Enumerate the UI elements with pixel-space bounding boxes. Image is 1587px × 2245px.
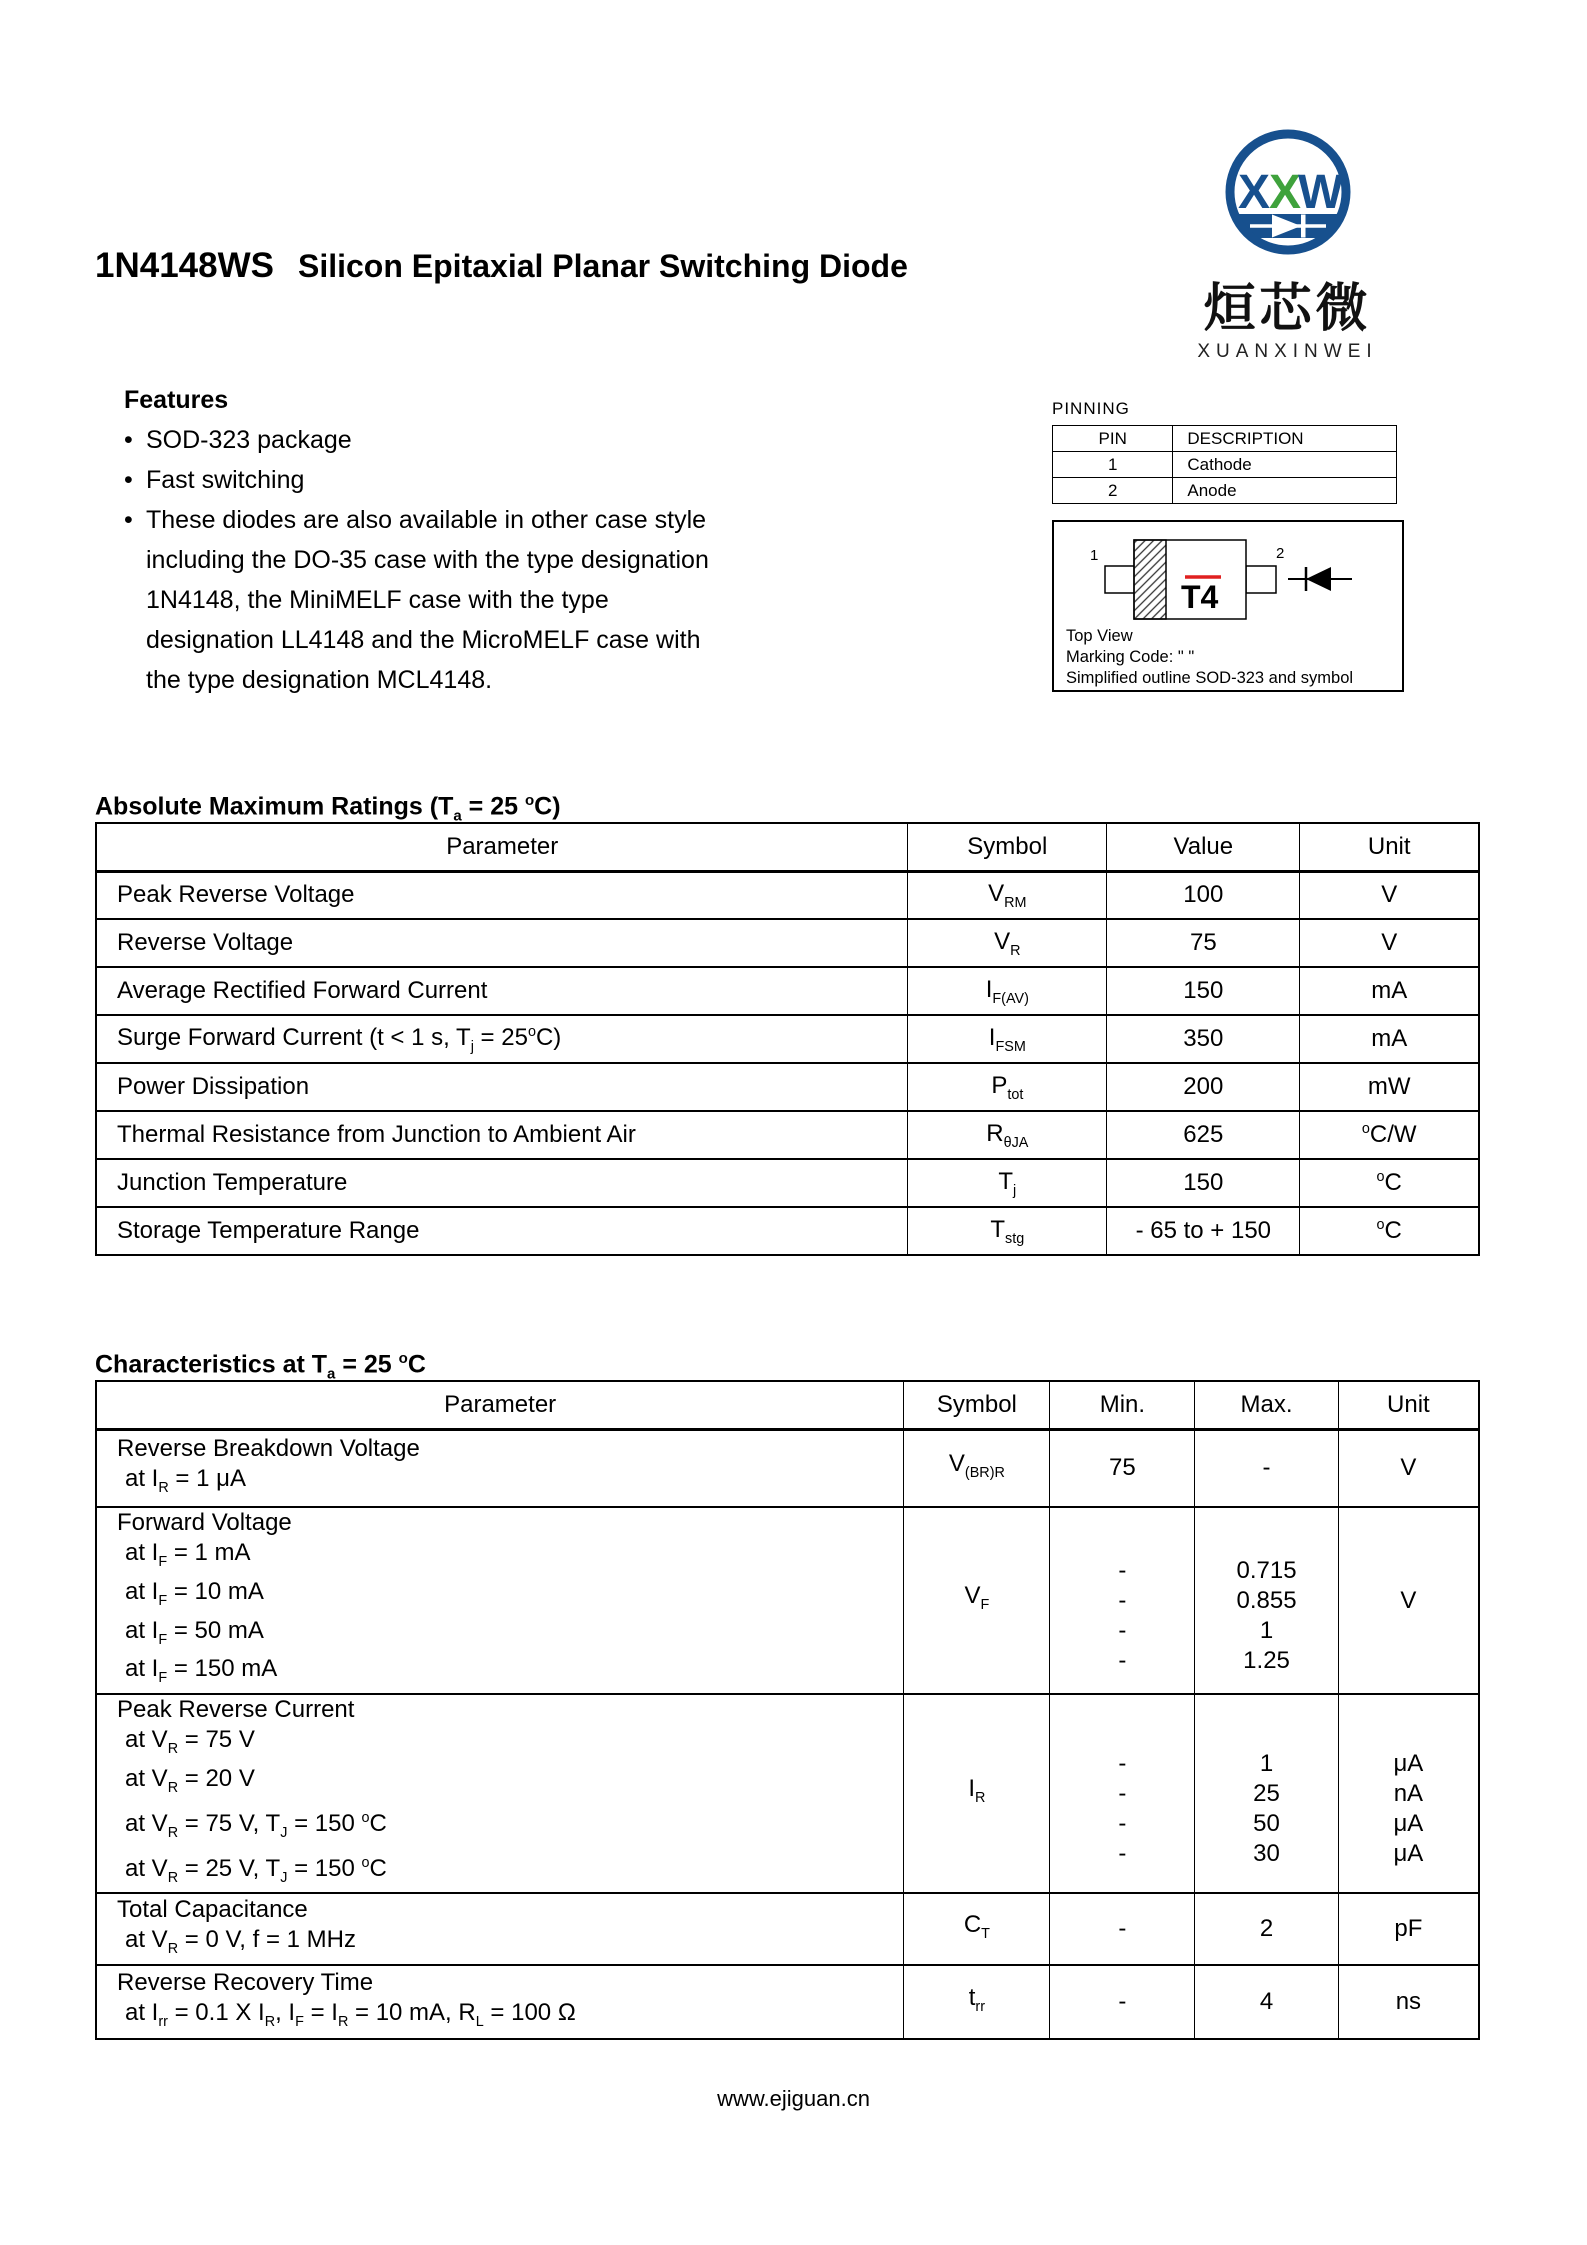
value-cell: 150 xyxy=(1107,1159,1300,1207)
value-cell: 75 xyxy=(1107,919,1300,967)
table-row xyxy=(96,871,1479,919)
pin-description: Anode xyxy=(1173,478,1397,504)
unit-cell: V xyxy=(1300,871,1479,919)
column-header: Unit xyxy=(1300,823,1479,871)
symbol-cell: $V_{(BR)R}$ xyxy=(904,1429,1050,1507)
parameter-cell: Junction Temperature xyxy=(96,1159,908,1207)
symbol-cell: $T_j$ xyxy=(908,1159,1107,1207)
feature-text: These diodes are also available in other case style including the DO-35 case with the type designation 1N4148, the MiniMELF case with the type designation LL4148 and the MicroMELF case with the type designation MCL4148. xyxy=(146,506,709,694)
parameter-cell: Storage Temperature Range xyxy=(96,1207,908,1255)
min-cell: - xyxy=(1050,1893,1195,1965)
unit-cell: mW xyxy=(1300,1063,1479,1111)
column-header: Min. xyxy=(1050,1381,1195,1429)
value-cell: 100 xyxy=(1107,871,1300,919)
symbol-cell: $t_{rr}$ xyxy=(904,1965,1050,2039)
package-outline-box xyxy=(1052,520,1404,692)
features-section xyxy=(124,380,744,700)
pin2-lead xyxy=(1246,566,1276,593)
parameter-cell: Thermal Resistance from Junction to Ambient Air xyxy=(96,1111,908,1159)
table-row xyxy=(96,919,1479,967)
parameter-cell: Power Dissipation xyxy=(96,1063,908,1111)
column-header: Parameter xyxy=(96,1381,904,1429)
package-outline-drawing xyxy=(1060,528,1370,628)
marking-code-text: T4 xyxy=(1181,579,1219,615)
symbol-cell: $V_R$ xyxy=(908,919,1107,967)
parameter-cell: Average Rectified Forward Current xyxy=(96,967,908,1015)
logo-latin-name: XUANXINWEI xyxy=(1197,341,1378,362)
pinning-table xyxy=(1052,425,1397,504)
column-header: Value xyxy=(1107,823,1300,871)
characteristics-heading: Characteristics at $T_a = 25$ $^o$C xyxy=(95,1350,426,1383)
symbol-cell: $R_{\theta JA}$ xyxy=(908,1111,1107,1159)
unit-cell: μA nA μA μA xyxy=(1338,1694,1479,1893)
part-number: 1N4148WS xyxy=(95,246,274,285)
parameter-cell: Total Capacitance at $V_R = 0$ V, f = 1 MHz xyxy=(96,1893,904,1965)
unit-cell: mA xyxy=(1300,1015,1479,1063)
max-cell: 0.715 0.855 1 1.25 xyxy=(1195,1507,1338,1694)
table-row xyxy=(1053,452,1397,478)
symbol-cell: $P_{tot}$ xyxy=(908,1063,1107,1111)
pin2-label: 2 xyxy=(1276,545,1285,562)
title-subtitle: Silicon Epitaxial Planar Switching Diode xyxy=(297,248,908,284)
unit-cell: V xyxy=(1338,1429,1479,1507)
pin1-lead xyxy=(1105,566,1135,593)
max-cell: 1 25 50 30 xyxy=(1195,1694,1338,1893)
unit-cell: V xyxy=(1300,919,1479,967)
table-row xyxy=(96,1015,1479,1063)
characteristics-table xyxy=(95,1380,1480,2040)
outline-caption: Top View Marking Code: " " Simplified outline SOD-323 and symbol xyxy=(1066,627,1354,687)
parameter-cell: Reverse Breakdown Voltage at $I_R = 1$ μA xyxy=(96,1429,904,1507)
parameter-cell: Reverse Voltage xyxy=(96,919,908,967)
unit-cell: pF xyxy=(1338,1893,1479,1965)
symbol-cell: $V_F$ xyxy=(904,1507,1050,1694)
max-cell: 2 xyxy=(1195,1893,1338,1965)
diode-symbol-icon xyxy=(1288,567,1352,591)
table-row xyxy=(96,1694,1479,1893)
parameter-cell: Peak Reverse Voltage xyxy=(96,871,908,919)
value-cell: 625 xyxy=(1107,1111,1300,1159)
column-header: Symbol xyxy=(904,1381,1050,1429)
table-row xyxy=(1053,478,1397,504)
pin-number: 1 xyxy=(1053,452,1173,478)
footer-url: www.ejiguan.cn xyxy=(717,2086,870,2111)
pin-description: Cathode xyxy=(1173,452,1397,478)
features-heading: Features xyxy=(124,386,229,414)
table-row xyxy=(96,1965,1479,2039)
feature-item xyxy=(124,460,744,500)
max-cell: - xyxy=(1195,1429,1338,1507)
table-row xyxy=(96,1207,1479,1255)
feature-text: Fast switching xyxy=(146,466,305,494)
table-row xyxy=(96,1507,1479,1694)
company-logo xyxy=(1180,122,1395,363)
unit-cell: ns xyxy=(1338,1965,1479,2039)
table-row xyxy=(96,967,1479,1015)
symbol-cell: $I_{FSM}$ xyxy=(908,1015,1107,1063)
parameter-cell: Forward Voltage at $I_F = 1$ mA at $I_F = 10$ mA at $I_F = 50$ mA at $I_F = 150$ mA xyxy=(96,1507,904,1694)
pin-number: 2 xyxy=(1053,478,1173,504)
unit-cell: $^o$C/W xyxy=(1300,1111,1479,1159)
pinning-heading: PINNING xyxy=(1052,399,1130,418)
pinning-section xyxy=(1052,398,1404,504)
min-cell: - xyxy=(1050,1965,1195,2039)
table-row xyxy=(96,1063,1479,1111)
symbol-cell: $V_{RM}$ xyxy=(908,871,1107,919)
logo-mark-icon xyxy=(1212,122,1364,274)
svg-text:W: W xyxy=(1297,166,1343,219)
abs-max-heading: Absolute Maximum Ratings ($T_a = 25$ $^o$C) xyxy=(95,792,561,825)
bullet-icon: • xyxy=(124,506,133,534)
unit-cell: V xyxy=(1338,1507,1479,1694)
page-title xyxy=(95,246,908,286)
symbol-cell: $C_T$ xyxy=(904,1893,1050,1965)
pin-column-header: PIN xyxy=(1053,426,1173,452)
value-cell: 150 xyxy=(1107,967,1300,1015)
svg-text:X: X xyxy=(1237,166,1270,219)
min-cell: - - - - xyxy=(1050,1507,1195,1694)
feature-item xyxy=(124,500,744,700)
min-cell: 75 xyxy=(1050,1429,1195,1507)
column-header: Parameter xyxy=(96,823,908,871)
symbol-cell: $T_{stg}$ xyxy=(908,1207,1107,1255)
column-header: Unit xyxy=(1338,1381,1479,1429)
bullet-icon: • xyxy=(124,426,133,454)
abs-max-table xyxy=(95,822,1480,1256)
unit-cell: $^o$C xyxy=(1300,1159,1479,1207)
min-cell: - - - - xyxy=(1050,1694,1195,1893)
table-row xyxy=(96,1159,1479,1207)
value-cell: 200 xyxy=(1107,1063,1300,1111)
table-row xyxy=(96,1429,1479,1507)
pinning-header-row xyxy=(1053,426,1397,452)
bullet-icon: • xyxy=(124,466,133,494)
characteristics-header-row xyxy=(96,1381,1479,1429)
pin1-label: 1 xyxy=(1090,547,1099,564)
unit-cell: mA xyxy=(1300,967,1479,1015)
cathode-band xyxy=(1134,540,1166,619)
column-header: Max. xyxy=(1195,1381,1338,1429)
symbol-cell: $I_{F(AV)}$ xyxy=(908,967,1107,1015)
parameter-cell: Reverse Recovery Time at $I_{rr} = 0.1$ X $I_R$, $I_F = I_R = 10$ mA, $R_L = 100$ Ω xyxy=(96,1965,904,2039)
column-header: Symbol xyxy=(908,823,1107,871)
symbol-cell: $I_R$ xyxy=(904,1694,1050,1893)
logo-chinese-name: 烜芯微 xyxy=(1203,280,1372,338)
parameter-cell: Surge Forward Current (t < 1 s, $T_j = 25^oC$) xyxy=(96,1015,908,1063)
feature-text: SOD-323 package xyxy=(146,426,352,454)
table-row xyxy=(96,1893,1479,1965)
value-cell: 350 xyxy=(1107,1015,1300,1063)
svg-text:X: X xyxy=(1268,166,1301,219)
parameter-cell: Peak Reverse Current at $V_R = 75$ V at $V_R = 20$ V at $V_R = 75$ V, $T_J = 150$ $^o$C at $V_R = 25$ V, $T_J = 150$ $^o$C xyxy=(96,1694,904,1893)
table-row xyxy=(96,1111,1479,1159)
description-column-header: DESCRIPTION xyxy=(1173,426,1397,452)
unit-cell: $^o$C xyxy=(1300,1207,1479,1255)
abs-max-header-row xyxy=(96,823,1479,871)
max-cell: 4 xyxy=(1195,1965,1338,2039)
feature-item xyxy=(124,420,744,460)
value-cell: - 65 to + 150 xyxy=(1107,1207,1300,1255)
